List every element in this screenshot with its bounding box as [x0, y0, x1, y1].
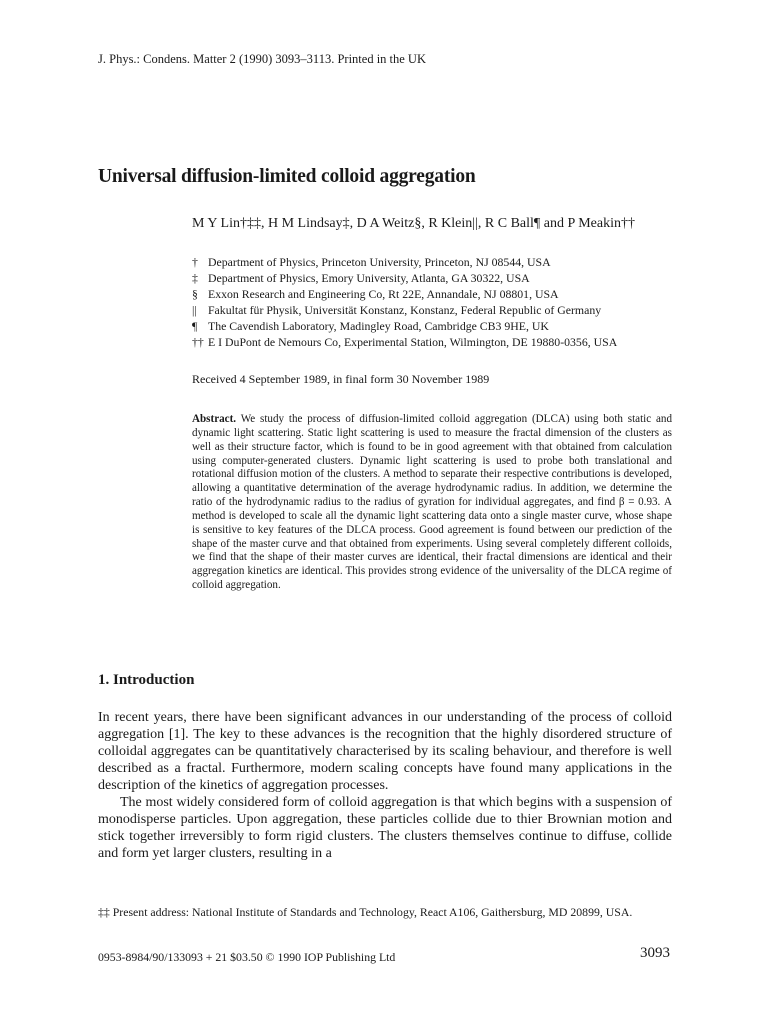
affiliation-text: E I DuPont de Nemours Co, Experimental Station, Wilmington, DE 19880-0356, USA: [208, 335, 618, 349]
affiliation-list: [192, 254, 617, 350]
affiliation: [192, 254, 617, 270]
affiliation-mark: †: [192, 255, 198, 269]
paper-title: Universal diffusion-limited colloid aggregation: [98, 166, 476, 187]
affiliation-mark: ¶: [192, 319, 198, 333]
affiliation-text: Fakultat für Physik, Universität Konstanz, Konstanz, Federal Republic of Germany: [208, 303, 602, 317]
page-number: 3093: [640, 945, 670, 961]
affiliation-text: Department of Physics, Emory University, Atlanta, GA 30322, USA: [208, 271, 530, 285]
affiliation-mark: ||: [192, 303, 197, 317]
paragraph: The most widely considered form of colloid aggregation is that which begins with a suspension of monodisperse particles. Upon aggregation, these particles collide due to thier Brownian motion and stick together irreversibly to form rigid clusters. The clusters themselves continue to diffuse, collide and form yet larger clusters, resulting in a: [98, 795, 672, 861]
abstract-label: Abstract.: [192, 413, 237, 425]
affiliation-text: The Cavendish Laboratory, Madingley Road, Cambridge CB3 9HE, UK: [208, 319, 549, 333]
abstract-text: We study the process of diffusion-limited colloid aggregation (DLCA) using both static and dynamic light scattering. Static light scattering is used to measure the fractal dimension of the clusters as well as their structure factor, which is found to be in good agreement with that obtained from calculation using computer-generated clusters. Dynamic light scattering is used to probe both translational and rotational diffusion motion of the clusters. A method to separate their respective contributions is developed, allowing a quantitative determination of the average hydrodynamic radius. In addition, we determine the ratio of the hydrodynamic radius to the radius of gyration for individual aggregates, and find β = 0.93. A method is developed to scale all the dynamic light scattering data onto a single master curve, whose shape is sensitive to key features of the DLCA process. Good agreement is found between our prediction of the shape of the master curve and that obtained from experiments. Using several completely different colloids, we find that the shape of their master curves are identical, their fractal dimensions are identical and their aggregation kinetics are identical. This provides strong evidence of the universality of the DLCA regime of colloid aggregation.: [192, 413, 673, 592]
footnote: ‡‡ Present address: National Institute of Standards and Technology, React A106, Gaithersburg, MD 20899, USA.: [98, 905, 633, 919]
received-date: Received 4 September 1989, in final form 30 November 1989: [192, 372, 490, 386]
affiliation: [192, 286, 617, 302]
section-heading: 1. Introduction: [98, 672, 195, 688]
copyright-line: 0953-8984/90/133093 + 21 $03.50 © 1990 IOP Publishing Ltd: [98, 950, 396, 964]
affiliation-mark: §: [192, 287, 198, 301]
affiliation-mark: ‡: [192, 271, 198, 285]
section-body: [98, 709, 672, 862]
journal-citation: J. Phys.: Condens. Matter 2 (1990) 3093–3113. Printed in the UK: [98, 52, 426, 66]
affiliation: [192, 334, 617, 350]
affiliation-mark: ††: [192, 335, 204, 349]
affiliation: [192, 318, 617, 334]
abstract: [192, 413, 672, 593]
affiliation-text: Exxon Research and Engineering Co, Rt 22E, Annandale, NJ 08801, USA: [208, 287, 559, 301]
affiliation: [192, 270, 617, 286]
paragraph: In recent years, there have been significant advances in our understanding of the process of colloid aggregation [1]. The key to these advances is the recognition that the highly disordered structure of colloidal aggregates can be quantitatively characterised by its scaling behaviour, and therefore is well described as a fractal. Furthermore, modern scaling concepts have found many applications in the description of the kinetics of aggregation processes.: [98, 710, 672, 793]
affiliation-text: Department of Physics, Princeton University, Princeton, NJ 08544, USA: [208, 255, 551, 269]
author-list: M Y Lin†‡‡, H M Lindsay‡, D A Weitz§, R Klein||, R C Ball¶ and P Meakin††: [192, 216, 635, 231]
affiliation: [192, 302, 617, 318]
